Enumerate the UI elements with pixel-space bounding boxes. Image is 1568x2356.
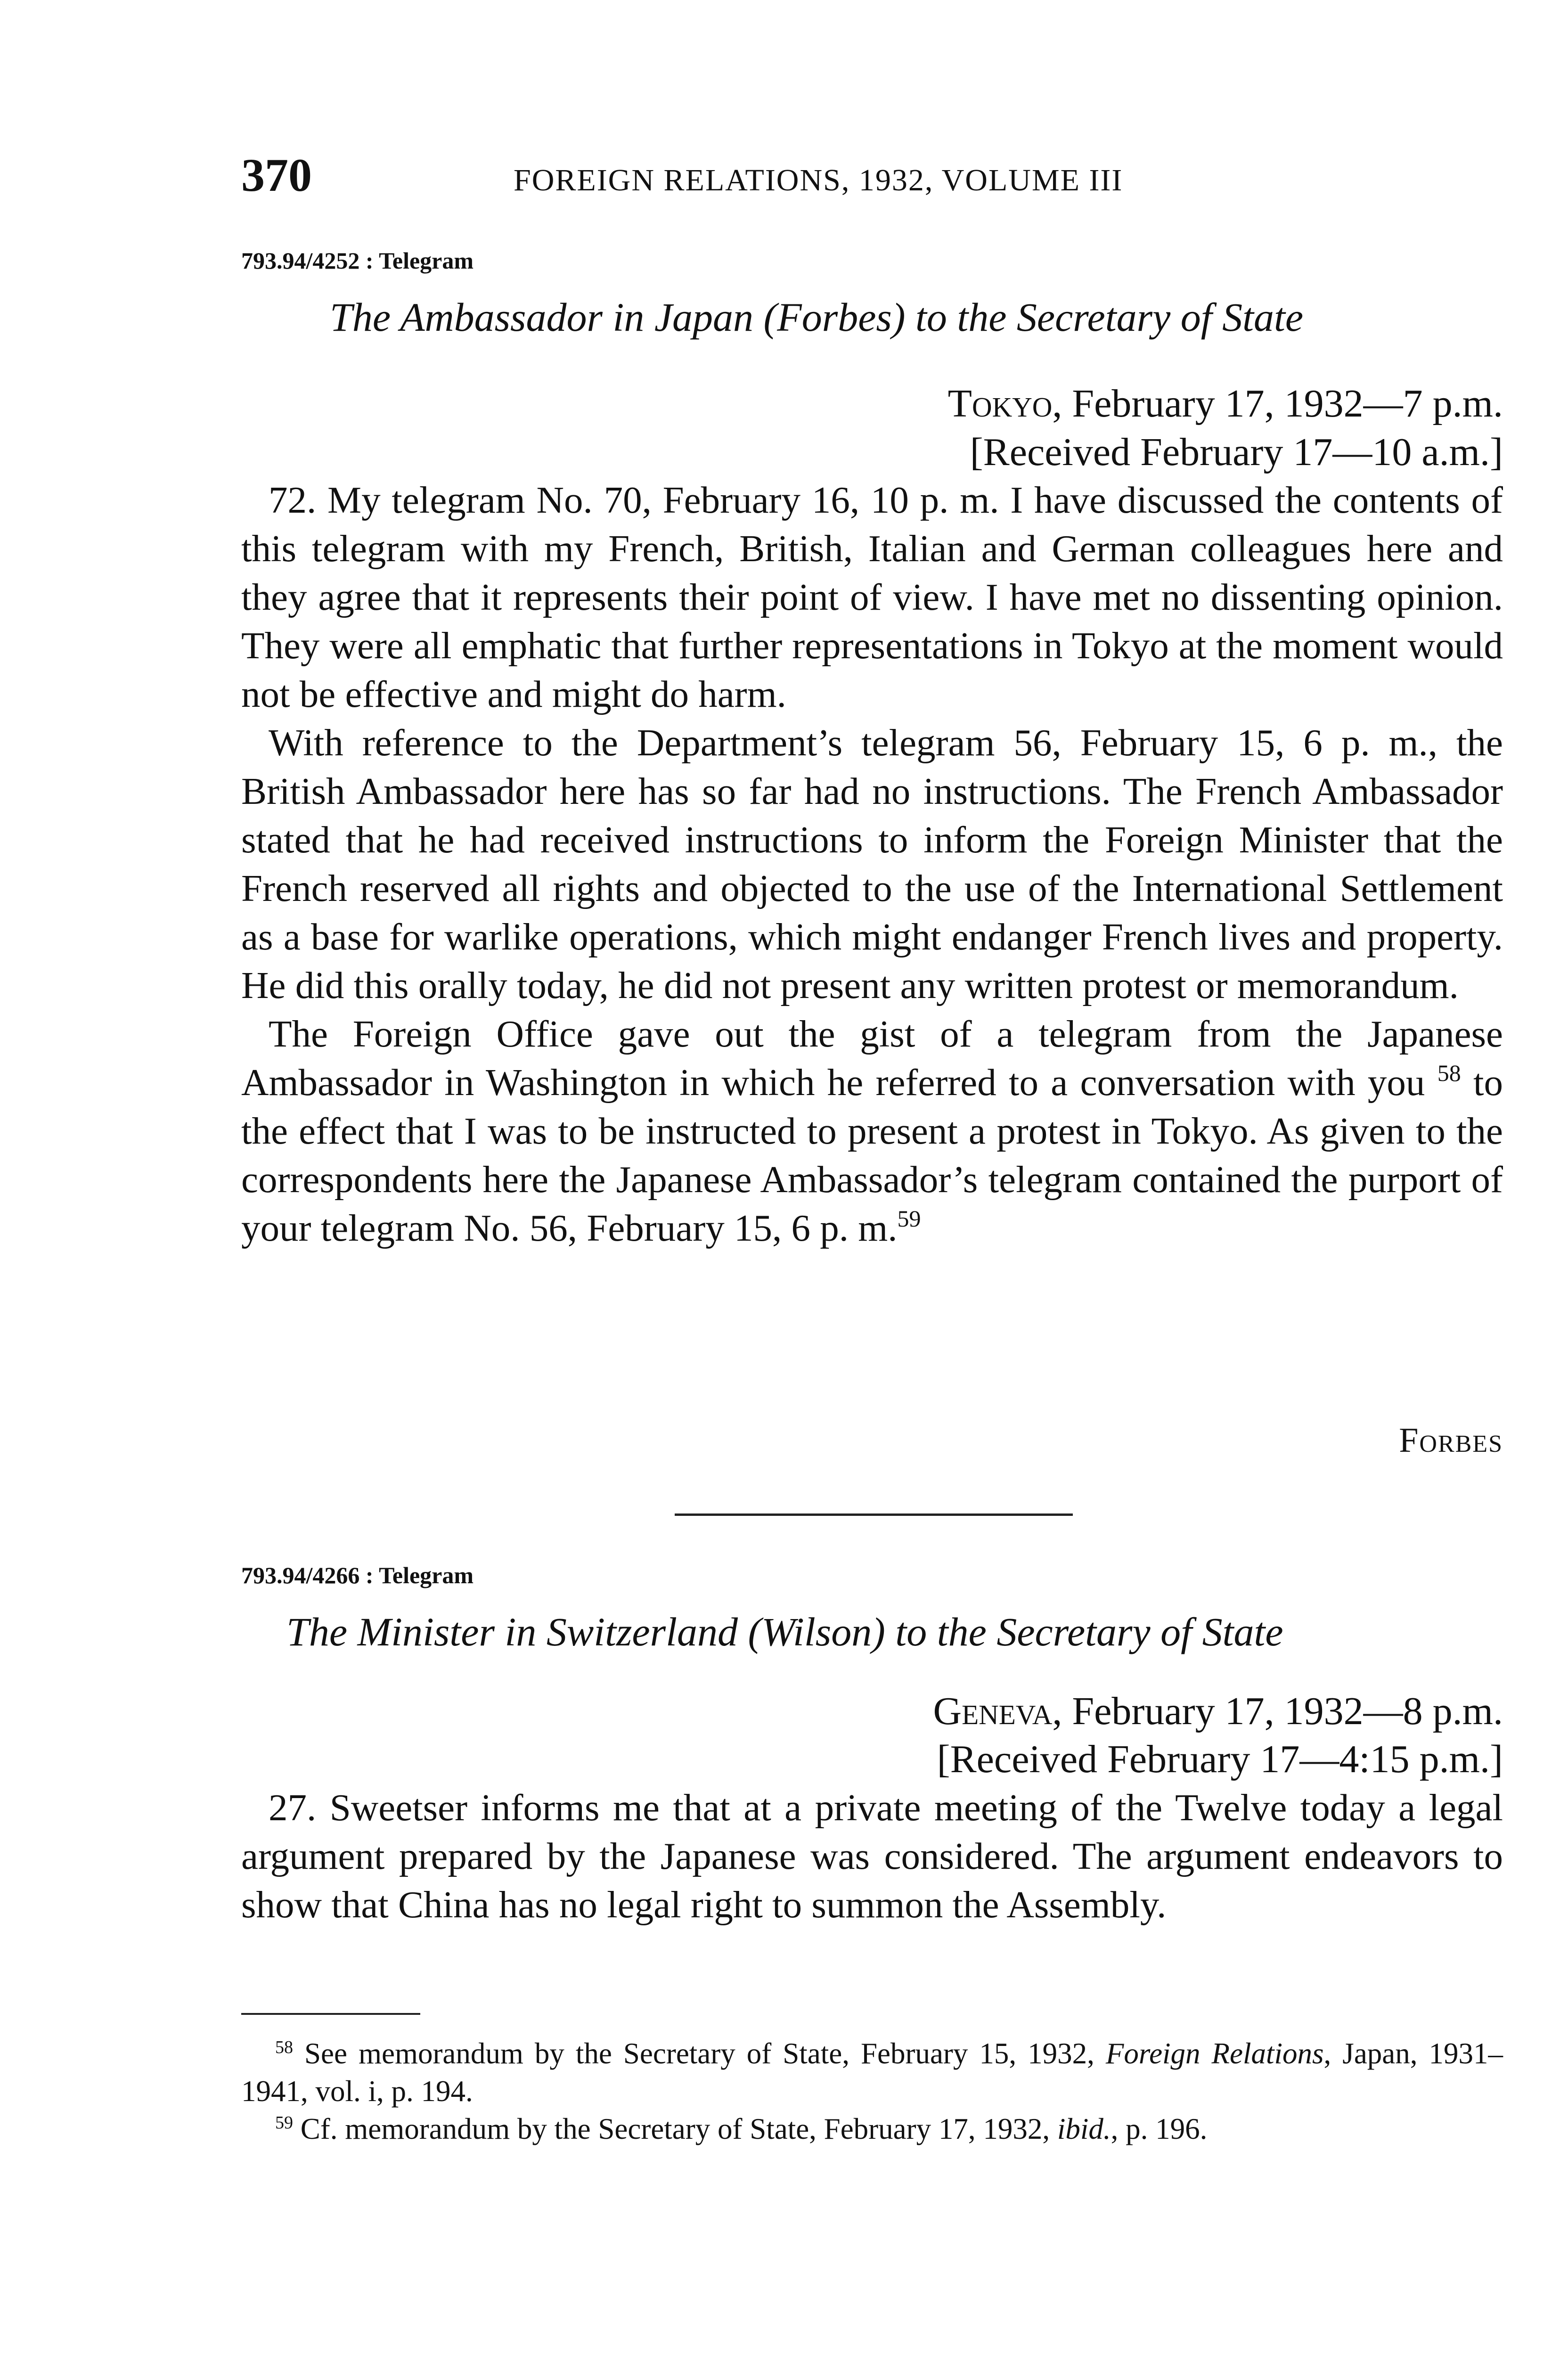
dateline-place-2: Geneva, [933,1689,1062,1733]
dateline-place-1: Tokyo, [947,382,1062,425]
paragraph: 72. My telegram No. 70, February 16, 10 p. m. I have discussed the contents of this telegram with my French, British, Italian and German colleagues here and they agree that it represents their point of view. I have met no dissenting opinion. They were all emphatic that further representations in Tokyo at the moment would not be effective and might do harm. [241,479,1503,715]
received-line-1: [Received February 17—10 a.m.] [970,430,1503,474]
file-reference-2: 793.94/4266 : Telegram [241,1562,474,1588]
document-heading-1: The Ambassador in Japan (Forbes) to the Secretary of State [330,294,1304,340]
footnote-text: , Japan, 1931–1941, vol. i, p. 194. [241,2037,1503,2108]
paragraph-text: to the effect that I was to be instructed to present a protest in Tokyo. As given to the correspondents here the Japanese Ambassador’s telegram contained the purport of your telegram No. 56, February 15, 6 p. m. [241,1061,1503,1249]
footnote-ibid: ibid. [1057,2112,1111,2145]
received-line-2: [Received February 17—4:15 p.m.] [937,1737,1503,1781]
footnote-title: Foreign Relations [1105,2037,1324,2070]
file-reference-1: 793.94/4252 : Telegram [241,247,474,274]
document-body-1 [241,476,1503,1252]
document-heading-2: The Minister in Switzerland (Wilson) to the Secretary of State [286,1609,1283,1654]
signature: Forbes [1399,1421,1503,1460]
dateline-1 [948,384,1503,424]
footnotes [241,2035,1503,2148]
dateline-date-1: February 17, 1932—7 p.m. [1062,382,1503,425]
section-divider [675,1513,1073,1516]
paragraph [241,719,1503,1010]
running-title: FOREIGN RELATIONS, 1932, VOLUME III [514,163,1123,197]
dateline-date-2: February 17, 1932—8 p.m. [1062,1689,1503,1733]
page-number: 370 [241,149,312,201]
footnote-text: Cf. memorandum by the Secretary of State, February 17, 1932, [293,2112,1057,2145]
footnote-58 [241,2035,1503,2110]
paragraph: 27. Sweetser informs me that at a private meeting of the Twelve today a legal argument prepared by the Japanese was considered. The argument endeavors to show that China has no legal right to summon the Assembly. [241,1786,1503,1926]
footnote-reference-58: 58 [1437,1060,1461,1086]
paragraph-text: The Foreign Office gave out the gist of a telegram from the Japanese Ambassador in Washington in which he referred to a conversation with you [241,1013,1503,1104]
paragraph [241,1010,1503,1252]
footnote-59 [241,2110,1503,2148]
footnote-reference-59: 59 [897,1205,921,1232]
footnote-text: , p. 196. [1111,2112,1208,2145]
dateline-2 [933,1689,1503,1733]
footnote-text: See memorandum by the Secretary of State, February 15, 1932, [293,2037,1106,2070]
footnote-mark-58: 58 [275,2037,293,2057]
document-body-2 [241,1783,1503,1929]
paragraph-text: With reference to the Department’s telegram 56, February 15, 6 p. m., the British Ambassador here has so far had no instructions. The French Ambassador stated that he had received instructions to inform the Foreign Minister that the French reserved all rights and objected to the use of the International Settlement as a base for warlike operations, which might endanger French lives and property. He did this orally today, he did not present any written protest or memorandum. [241,721,1503,1006]
footnote-divider [241,2013,420,2015]
footnote-mark-59: 59 [275,2113,293,2133]
